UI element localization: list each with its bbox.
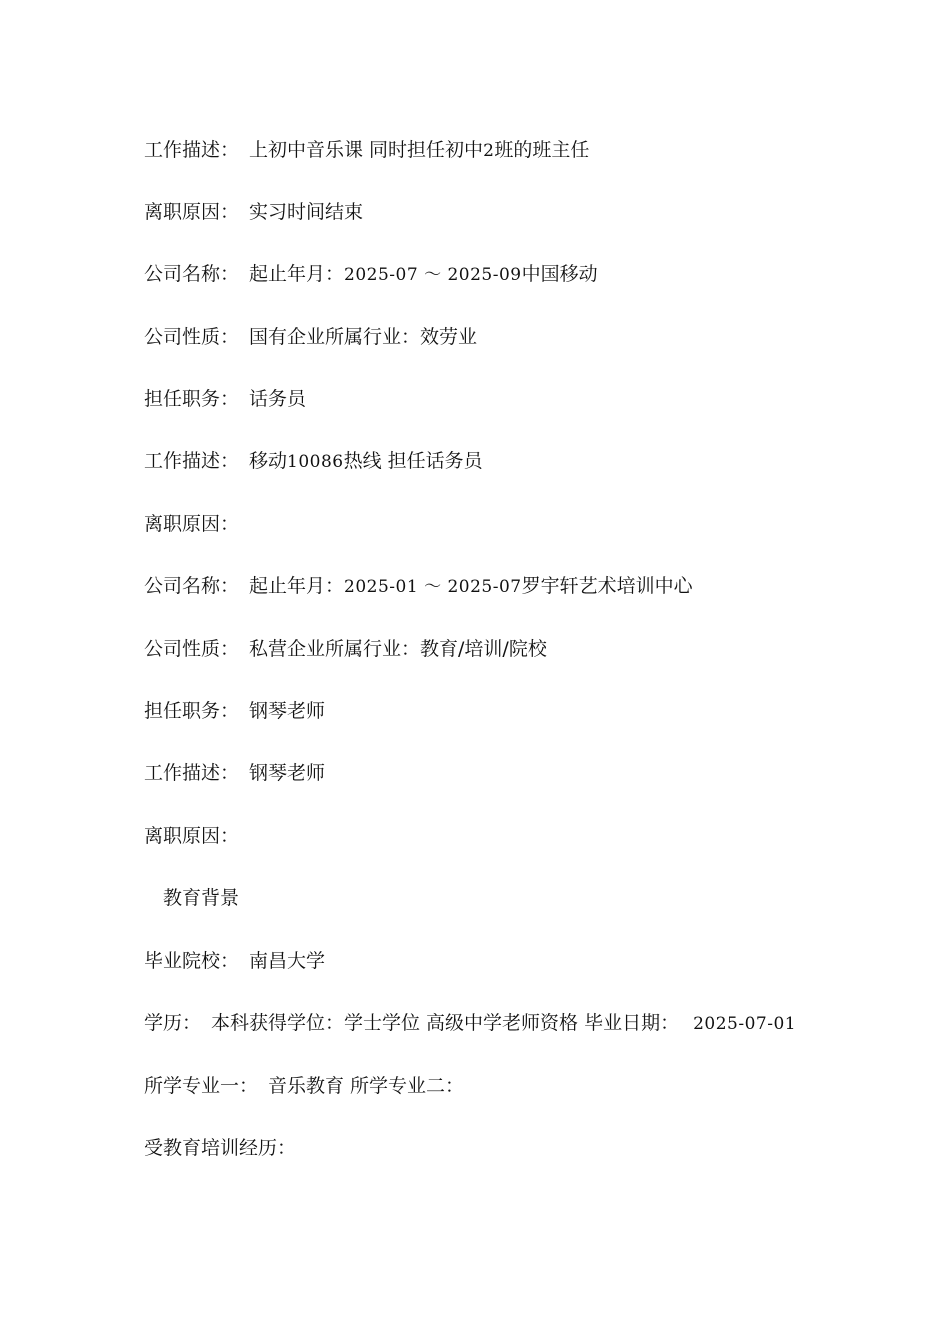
field-value: 钢琴老师: [249, 762, 326, 784]
field-value: 起止年月：: [249, 575, 345, 597]
major-line: [144, 1073, 464, 1099]
graduation-date: 2025-07-01: [693, 1014, 797, 1034]
field-number: 10086: [287, 452, 344, 472]
company-name: 中国移动: [521, 263, 598, 285]
section-heading-education: [163, 885, 239, 911]
field-label: 公司名称：: [144, 575, 240, 597]
field-value: 实习时间结束: [249, 201, 364, 223]
work-description-line-2: [144, 448, 483, 474]
leave-reason-line-1: [144, 199, 363, 225]
field-value: 国有企业所属行业：效劳业: [249, 326, 478, 348]
field-label: 工作描述：: [144, 450, 240, 472]
field-value: 话务员: [249, 388, 307, 410]
work-description-line-3: [144, 760, 325, 786]
field-label: 所学专业一：: [144, 1075, 259, 1097]
field-value: 上初中音乐课 同时担任初中: [249, 139, 484, 161]
field-label: 离职原因：: [144, 513, 240, 535]
leave-reason-line-2: [144, 511, 239, 537]
field-value: 本科获得学位：学士学位 高级中学老师资格 毕业日期：: [211, 1012, 680, 1034]
field-value-rest: 热线 担任话务员: [343, 450, 483, 472]
work-description-line-1: [144, 137, 589, 163]
training-history-line: [144, 1135, 296, 1161]
field-value: 起止年月：: [249, 263, 345, 285]
field-label: 离职原因：: [144, 201, 240, 223]
company-type-line-2: [144, 636, 547, 662]
field-label: 公司性质：: [144, 638, 240, 660]
field-value: 移动: [249, 450, 288, 472]
field-label: 工作描述：: [144, 762, 240, 784]
leave-reason-line-3: [144, 823, 239, 849]
date-range: 2025-01 ～ 2025-07: [344, 577, 522, 597]
position-line-1: [144, 386, 306, 412]
degree-line: [144, 1010, 796, 1036]
school-line: [144, 948, 325, 974]
field-label: 公司性质：: [144, 326, 240, 348]
field-label: 公司名称：: [144, 263, 240, 285]
field-number: 2: [483, 141, 495, 161]
company-name: 罗宇轩艺术培训中心: [521, 575, 693, 597]
field-value-rest: 班的班主任: [494, 139, 590, 161]
field-value: 南昌大学: [249, 950, 326, 972]
field-label: 担任职务：: [144, 388, 240, 410]
field-label: 毕业院校：: [144, 950, 240, 972]
field-label: 学历：: [144, 1012, 202, 1034]
field-label: 离职原因：: [144, 825, 240, 847]
company-type-line-1: [144, 324, 477, 350]
field-label: 受教育培训经历：: [144, 1137, 297, 1159]
date-range: 2025-07 ～ 2025-09: [344, 265, 522, 285]
field-label: 担任职务：: [144, 700, 240, 722]
position-line-2: [144, 698, 325, 724]
field-label: 工作描述：: [144, 139, 240, 161]
field-value: 音乐教育 所学专业二：: [268, 1075, 465, 1097]
company-name-line-1: [144, 261, 598, 287]
field-value: 私营企业所属行业：教育/培训/院校: [249, 638, 547, 660]
field-value: 钢琴老师: [249, 700, 326, 722]
section-title: 教育背景: [163, 887, 240, 909]
company-name-line-2: [144, 573, 693, 599]
